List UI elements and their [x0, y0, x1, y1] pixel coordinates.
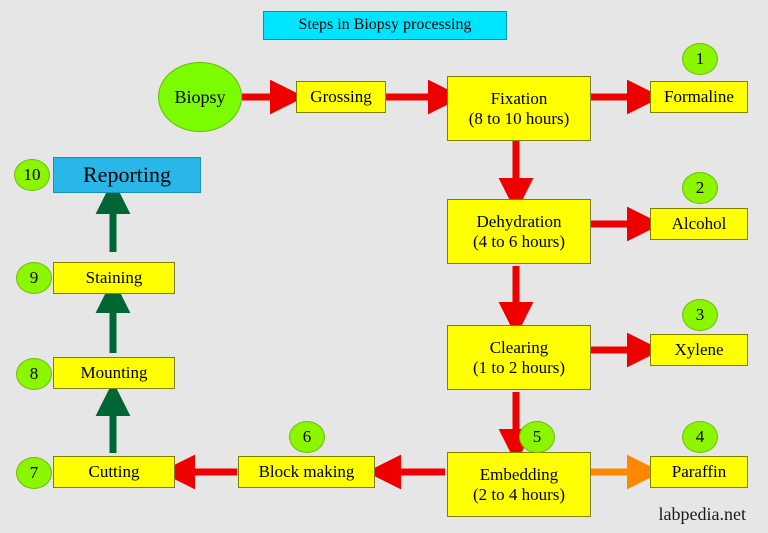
badge-staining-label: 9 — [29, 268, 39, 287]
node-staining-label: Staining — [85, 268, 143, 288]
badge-cutting — [16, 457, 52, 489]
node-staining — [53, 262, 175, 294]
badge-formaline — [682, 43, 718, 75]
badge-embedding-label: 5 — [532, 427, 542, 446]
badge-alcohol — [682, 172, 718, 204]
badge-mounting-label: 8 — [29, 364, 39, 383]
badge-paraffin — [682, 421, 718, 453]
node-biopsy-label: Biopsy — [174, 86, 226, 107]
node-xylene — [650, 334, 748, 366]
node-reporting — [53, 157, 201, 193]
node-formaline-label: Formaline — [664, 87, 734, 107]
node-fixation — [447, 76, 591, 141]
node-xylene-label: Xylene — [674, 340, 724, 360]
badge-reporting-label: 10 — [23, 165, 41, 184]
badge-mounting — [16, 358, 52, 390]
badge-staining — [16, 262, 52, 294]
diagram-title — [263, 11, 507, 40]
node-fixation-label: Fixation — [490, 88, 548, 108]
node-cutting — [53, 456, 175, 488]
node-dehydration — [447, 199, 591, 264]
diagram-title-label: Steps in Biopsy processing — [298, 16, 472, 34]
node-block-making — [238, 456, 375, 488]
badge-formaline-label: 1 — [695, 49, 705, 68]
badge-reporting — [14, 159, 50, 191]
node-biopsy — [158, 62, 242, 132]
badge-alcohol-label: 2 — [695, 178, 705, 197]
node-embedding-detail: (2 to 4 hours) — [472, 484, 566, 504]
node-cutting-label: Cutting — [88, 462, 140, 482]
badge-xylene-label: 3 — [695, 305, 705, 324]
node-fixation-detail: (8 to 10 hours) — [468, 108, 570, 128]
node-paraffin — [650, 456, 748, 488]
badge-cutting-label: 7 — [29, 463, 39, 482]
node-alcohol — [650, 208, 748, 240]
watermark — [659, 504, 746, 525]
node-alcohol-label: Alcohol — [671, 214, 727, 234]
node-embedding — [447, 452, 591, 517]
node-clearing — [447, 325, 591, 390]
node-grossing-label: Grossing — [310, 87, 372, 107]
node-paraffin-label: Paraffin — [671, 462, 727, 482]
node-reporting-label: Reporting — [83, 162, 171, 188]
badge-block-making-label: 6 — [302, 427, 312, 446]
badge-paraffin-label: 4 — [695, 427, 705, 446]
node-mounting-label: Mounting — [80, 363, 148, 383]
node-block-making-label: Block making — [258, 462, 355, 482]
badge-xylene — [682, 299, 718, 331]
node-mounting — [53, 357, 175, 389]
watermark-label: labpedia.net — [658, 504, 746, 524]
node-dehydration-label: Dehydration — [476, 211, 562, 231]
node-formaline — [650, 81, 748, 113]
node-embedding-label: Embedding — [479, 464, 559, 484]
node-dehydration-detail: (4 to 6 hours) — [472, 231, 566, 251]
node-grossing — [296, 81, 386, 113]
node-clearing-detail: (1 to 2 hours) — [472, 357, 566, 377]
node-clearing-label: Clearing — [489, 337, 549, 357]
badge-block-making — [289, 421, 325, 453]
badge-embedding — [519, 421, 555, 453]
